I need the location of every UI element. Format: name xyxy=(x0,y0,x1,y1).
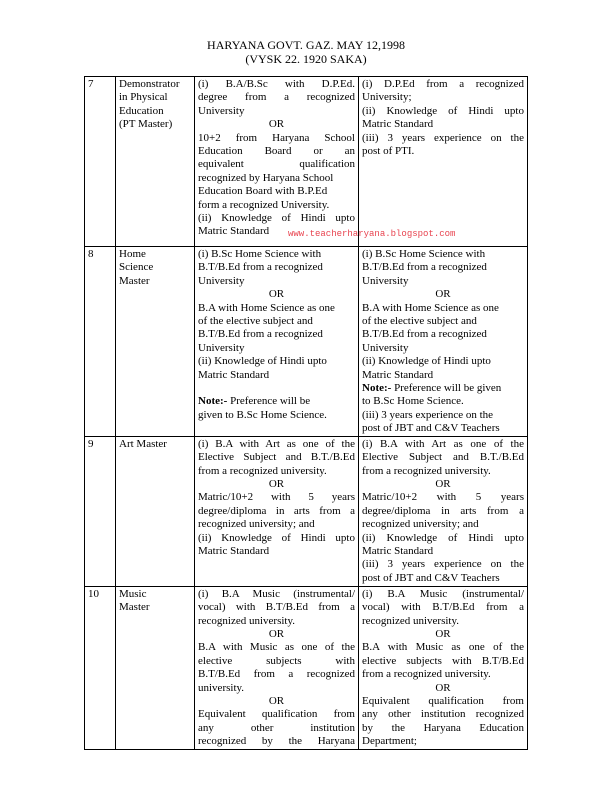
text-line: (i) B.A Music (instrumental/ xyxy=(362,587,524,600)
post-name-line: Master xyxy=(119,274,150,287)
text-line: post of JBT and C&V Teachers xyxy=(362,422,500,435)
text-line: Matric/10+2 with 5 years xyxy=(198,491,355,504)
or-separator: OR xyxy=(268,288,285,301)
or-separator: OR xyxy=(268,118,285,131)
text-line: (i) D.P.Ed from a recognized xyxy=(362,78,524,90)
text-line: University xyxy=(198,341,245,354)
blank-line xyxy=(198,382,355,395)
text-line: B.T/B.Ed from a recognized xyxy=(362,328,487,341)
text-line: vocal) with B.T/B.Ed from a xyxy=(362,601,524,614)
text-line: university. xyxy=(198,681,245,694)
table-row xyxy=(85,586,528,749)
text-line: (ii) Knowledge of Hindi upto xyxy=(362,531,524,544)
text-line: Equivalent qualification from xyxy=(362,694,524,707)
serial-number-cell: 9 xyxy=(85,436,116,586)
text-line: post of JBT and C&V Teachers xyxy=(362,571,500,584)
qualification-cell xyxy=(195,77,359,247)
text-line: B.A with Home Science as one xyxy=(362,301,499,314)
text-line: recognized by Haryana School xyxy=(198,171,334,184)
post-name-line: Music xyxy=(119,587,147,600)
text-line: any other institution recognized xyxy=(362,708,524,721)
text-line: (i) B.Sc Home Science with xyxy=(198,248,322,260)
text-line: elective subjects with B.T/B.Ed xyxy=(362,654,524,667)
text-line: Elective Subject and B.T./B.Ed xyxy=(198,451,355,464)
post-name-cell xyxy=(116,436,195,586)
post-name-cell xyxy=(116,586,195,749)
experience-cell xyxy=(359,586,528,749)
or-separator: OR xyxy=(435,288,451,301)
text-line: (i) B.A/B.Sc with D.P.Ed. xyxy=(198,78,355,90)
text-line: recognized by the Haryana xyxy=(198,735,355,748)
text-line: B.A with Music as one of the xyxy=(198,641,355,654)
text-line: (ii) Knowledge of Hindi upto xyxy=(198,355,327,368)
text-line: (ii) Knowledge of Hindi upto xyxy=(362,104,524,117)
text-line: Matric Standard xyxy=(198,225,270,238)
text-line: (ii) Knowledge of Hindi upto xyxy=(362,355,491,368)
text-line: Elective Subject and B.T./B.Ed xyxy=(362,451,524,464)
table-row xyxy=(85,77,528,247)
text-line: from a recognized university. xyxy=(362,668,491,681)
note-line xyxy=(362,382,524,395)
text-line: Matric Standard xyxy=(362,544,434,557)
text-line: by the Haryana Education xyxy=(362,721,524,734)
post-name-cell xyxy=(116,77,195,247)
text-line: University xyxy=(198,104,245,117)
text-line: degree/diploma in arts from a xyxy=(198,504,355,517)
text-line: recognized university. xyxy=(362,614,460,627)
text-line: Matric Standard xyxy=(362,118,434,131)
text-line: vocal) with B.T/B.Ed from a xyxy=(198,601,355,614)
text-line: (i) B.A with Art as one of the xyxy=(198,437,355,450)
text-line: recognized university; and xyxy=(198,518,315,531)
note-label: Note:- xyxy=(362,382,392,395)
qualification-cell xyxy=(195,436,359,586)
text-line: B.A with Home Science as one xyxy=(198,301,335,314)
post-name-line: in Physical xyxy=(119,91,168,104)
qualification-cell xyxy=(195,586,359,749)
or-separator: OR xyxy=(268,477,285,490)
serial-number-cell: 8 xyxy=(85,247,116,437)
text-line: recognized university; and xyxy=(362,518,479,531)
text-line: Matric Standard xyxy=(198,544,270,557)
qualification-cell xyxy=(195,247,359,437)
note-text: Preference will be xyxy=(227,395,311,408)
text-line: any other institution xyxy=(198,721,355,734)
blog-watermark: www.teacherharyana.blogspot.com xyxy=(288,229,456,239)
text-line: University xyxy=(198,274,245,287)
text-line: (iii) 3 years experience on the xyxy=(362,131,524,144)
text-line: University xyxy=(362,274,409,287)
text-line: from a recognized university. xyxy=(198,464,327,477)
text-line: (ii) Knowledge of Hindi upto xyxy=(198,531,355,544)
text-line: B.A with Music as one of the xyxy=(362,641,524,654)
or-separator: OR xyxy=(268,694,285,707)
text-line: degree from a recognized xyxy=(198,91,355,104)
text-line: (iii) 3 years experience on the xyxy=(362,558,524,571)
text-line: Matric/10+2 with 5 years xyxy=(362,491,524,504)
note-label: Note:- xyxy=(198,395,228,408)
text-line: Education Board with B.P.Ed xyxy=(198,185,328,198)
or-separator: OR xyxy=(435,477,451,490)
note-line xyxy=(198,395,355,408)
text-line: University; xyxy=(362,91,412,104)
text-line: Matric Standard xyxy=(198,368,270,381)
post-name-line: (PT Master) xyxy=(119,118,173,131)
post-name-cell xyxy=(116,247,195,437)
header-line-1: HARYANA GOVT. GAZ. MAY 12,1998 xyxy=(207,38,405,52)
experience-cell xyxy=(359,77,528,247)
post-name-line: Art Master xyxy=(119,437,167,450)
text-line: form a recognized University. xyxy=(198,198,330,211)
text-line: (i) B.A Music (instrumental/ xyxy=(198,587,355,600)
text-line: (ii) Knowledge of Hindi upto xyxy=(198,212,355,225)
text-line: of the elective subject and xyxy=(362,315,477,328)
experience-cell xyxy=(359,247,528,437)
text-line: equivalent qualification xyxy=(198,158,355,171)
gazette-header xyxy=(0,38,612,66)
text-line: of the elective subject and xyxy=(198,315,313,328)
post-name-line: Demonstrator xyxy=(119,78,180,90)
post-name-line: Education xyxy=(119,104,164,117)
text-line: B.T/B.Ed from a recognized xyxy=(362,261,487,274)
text-line: (i) B.Sc Home Science with xyxy=(362,248,486,260)
text-line: to B.Sc Home Science. xyxy=(362,395,464,408)
header-line-2: (VYSK 22. 1920 SAKA) xyxy=(245,52,367,66)
table-row xyxy=(85,436,528,586)
text-line: University xyxy=(362,341,409,354)
text-line: Matric Standard xyxy=(362,368,434,381)
qualification-table xyxy=(84,76,528,750)
text-line: Department; xyxy=(362,735,417,748)
post-name-line: Master xyxy=(119,601,150,614)
table-row xyxy=(85,247,528,437)
serial-number-cell: 7 xyxy=(85,77,116,247)
note-text: Preference will be given xyxy=(391,382,502,395)
post-name-line: Science xyxy=(119,261,154,274)
serial-number-cell: 10 xyxy=(85,586,116,749)
text-line: Equivalent qualification from xyxy=(198,708,355,721)
post-name-line: Home xyxy=(119,248,146,260)
text-line: (iii) 3 years experience on the xyxy=(362,408,494,421)
text-line: 10+2 from Haryana School xyxy=(198,131,355,144)
text-line: degree/diploma in arts from a xyxy=(362,504,524,517)
or-separator: OR xyxy=(435,627,451,640)
or-separator: OR xyxy=(435,681,451,694)
or-separator: OR xyxy=(268,627,285,640)
text-line: B.T/B.Ed from a recognized xyxy=(198,668,355,681)
text-line: from a recognized university. xyxy=(362,464,491,477)
text-line: B.T/B.Ed from a recognized xyxy=(198,261,323,274)
text-line: Education Board or an xyxy=(198,145,355,158)
text-line: B.T/B.Ed from a recognized xyxy=(198,328,323,341)
text-line: (i) B.A with Art as one of the xyxy=(362,437,524,450)
text-line: given to B.Sc Home Science. xyxy=(198,408,327,421)
text-line: elective subjects with xyxy=(198,654,355,667)
experience-cell xyxy=(359,436,528,586)
text-line: recognized university. xyxy=(198,614,296,627)
text-line: post of PTI. xyxy=(362,145,415,158)
